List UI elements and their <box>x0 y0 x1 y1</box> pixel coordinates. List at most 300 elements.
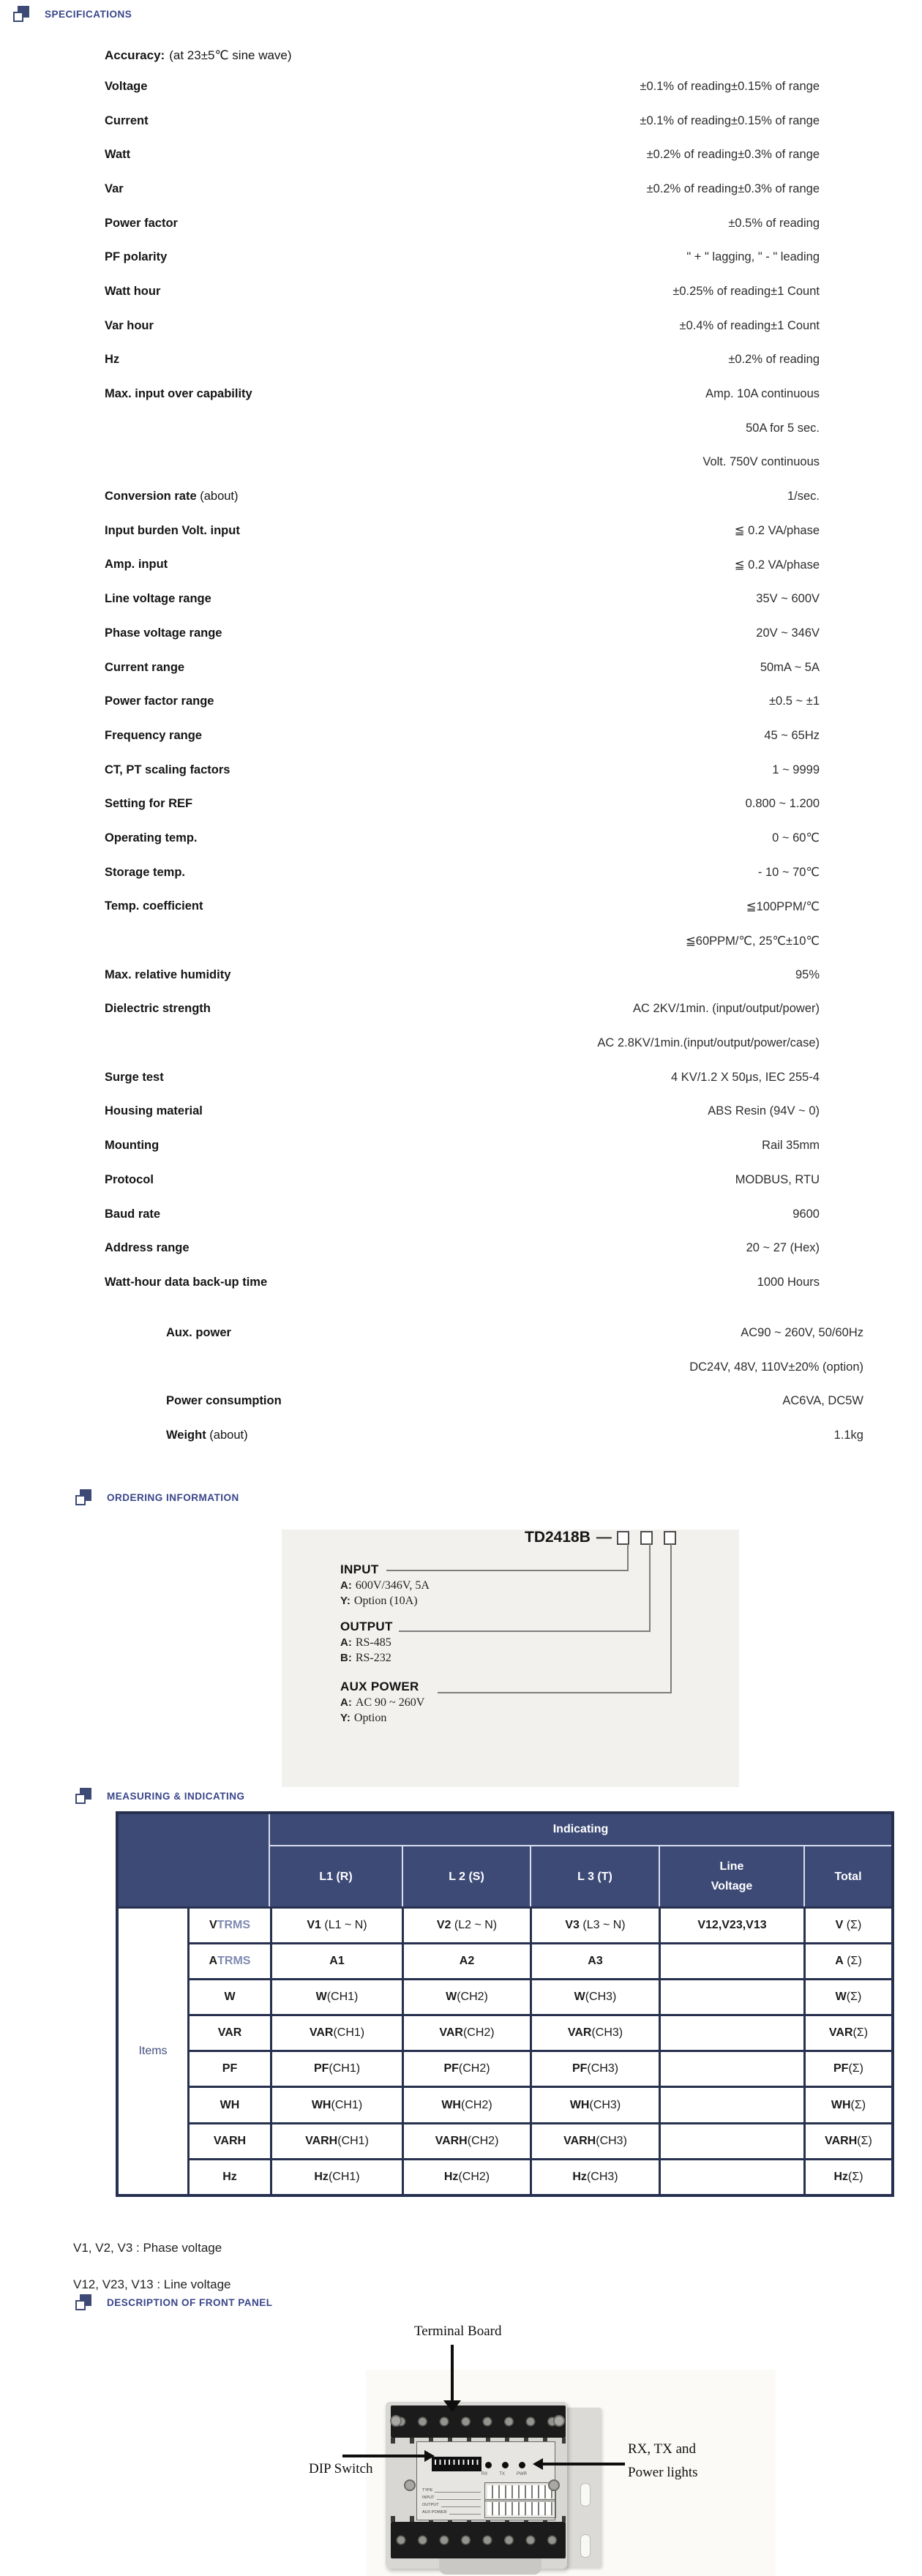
section-header-ordering <box>75 1489 239 1506</box>
spec-value: MODBUS, RTU <box>735 1172 820 1186</box>
rx-tx-label-line2: Power lights <box>628 2465 698 2480</box>
l3-cell: PF (CH3) <box>530 2052 659 2086</box>
line-voltage-cell <box>659 1980 803 2014</box>
spec-label-text: Var <box>105 181 124 195</box>
nameplate-row: TYPE <box>422 2485 481 2493</box>
spec-value: - 10 ~ 70℃ <box>757 866 820 880</box>
l2-cell: WH (CH2) <box>402 2088 530 2122</box>
spec-label <box>105 1173 157 1187</box>
spec-label-text: Dielectric strength <box>105 1002 211 1016</box>
spec-row <box>105 514 820 548</box>
table-row <box>187 1978 891 2014</box>
spec-label-text: Weight <box>166 1428 206 1442</box>
row-label-cell: WH <box>187 2088 270 2122</box>
spec-row <box>105 479 820 514</box>
spec-value: 50A for 5 sec. <box>746 421 820 435</box>
l2-cell: V2 (L2 ~ N) <box>402 1909 530 1942</box>
l2-cell: Hz (CH2) <box>402 2160 530 2194</box>
spec-label-text: Hz <box>105 353 120 367</box>
spec-label <box>105 353 123 367</box>
section-header-measuring <box>75 1787 245 1805</box>
spec-row <box>105 992 820 1027</box>
line-voltage-cell <box>659 2016 803 2050</box>
spec-value: 9600 <box>792 1207 820 1221</box>
spec-label-text: Conversion rate <box>105 490 197 503</box>
spec-row <box>105 343 820 378</box>
spec-label <box>105 80 151 94</box>
spec-value: AC 2.8KV/1min.(input/output/power/case) <box>597 1036 820 1050</box>
spec-value: 1 ~ 9999 <box>772 763 820 776</box>
led-label: RX <box>481 2472 488 2476</box>
spec-label <box>105 797 196 811</box>
spec-value: 1000 Hours <box>757 1275 820 1289</box>
spec-row <box>105 240 820 274</box>
spec-label <box>105 455 108 469</box>
terminal-arrow <box>451 2345 454 2400</box>
led-label: PWR <box>516 2472 527 2476</box>
l2-cell: A2 <box>402 1944 530 1978</box>
l1-cell: V1 (L1 ~ N) <box>270 1909 402 1942</box>
l3-cell: VARH (CH3) <box>530 2124 659 2158</box>
spec-label-text: Frequency range <box>105 728 202 742</box>
row-label-cell: VAR <box>187 2016 270 2050</box>
spec-value: AC 2KV/1min. (input/output/power) <box>633 1002 820 1016</box>
screw <box>553 2415 565 2427</box>
screw <box>548 2479 560 2491</box>
spec-row <box>105 70 820 104</box>
l2-cell: PF (CH2) <box>402 2052 530 2086</box>
spec-value: ≦100PPM/℃ <box>746 899 820 913</box>
ordering-option <box>340 1696 574 1710</box>
accuracy-label: Accuracy: <box>105 48 165 62</box>
option-value: RS-232 <box>355 1652 391 1664</box>
column-header-cell: Line Voltage <box>659 1846 803 1906</box>
ordering-group <box>340 1680 574 1725</box>
spec-row <box>166 1384 863 1418</box>
spec-value: " + " lagging, " - " leading <box>686 250 820 264</box>
spec-row <box>105 890 820 924</box>
spec-row <box>105 924 820 958</box>
spec-label-text: Protocol <box>105 1172 154 1186</box>
pages-icon <box>13 6 29 22</box>
spec-label-text: Baud rate <box>105 1207 161 1221</box>
spec-label-text: Watt-hour data back-up time <box>105 1275 268 1289</box>
spec-row <box>105 206 820 241</box>
ordering-group-title: AUX POWER <box>340 1680 419 1693</box>
spec-label-text: Voltage <box>105 79 148 93</box>
line-voltage-cell <box>659 1944 803 1978</box>
spec-value: 50mA ~ 5A <box>760 660 820 674</box>
dip-arrow-head <box>424 2450 435 2462</box>
spec-value: 35V ~ 600V <box>756 592 820 606</box>
spec-label <box>166 1429 248 1442</box>
table-body <box>119 1906 891 2194</box>
keyhole-slot <box>580 2483 591 2506</box>
total-cell: Hz (Σ) <box>803 2160 891 2194</box>
spec-row <box>105 309 820 343</box>
spec-value: Rail 35mm <box>762 1139 820 1153</box>
column-header-row <box>270 1846 891 1906</box>
spec-label <box>105 694 217 708</box>
connector-line <box>670 1544 672 1693</box>
option-key: Y: <box>340 1712 351 1724</box>
spec-value: 0.800 ~ 1.200 <box>745 797 820 811</box>
section-title: MEASURING & INDICATING <box>107 1790 245 1802</box>
spec-label-text: Storage temp. <box>105 865 186 879</box>
spec-label <box>166 1360 170 1374</box>
spec-label <box>105 934 108 948</box>
option-key: Y: <box>340 1595 351 1607</box>
connector-line <box>649 1544 651 1632</box>
spec-label <box>105 422 108 435</box>
section-title: ORDERING INFORMATION <box>107 1491 239 1503</box>
spec-row <box>105 172 820 206</box>
table-row <box>187 2050 891 2086</box>
keyhole-slot <box>580 2534 591 2558</box>
spec-value: ABS Resin (94V ~ 0) <box>708 1104 820 1118</box>
l1-cell: VAR (CH1) <box>270 2016 402 2050</box>
spec-label <box>105 387 255 401</box>
spec-label <box>105 626 225 640</box>
table-row <box>187 1942 891 1978</box>
spec-label <box>105 1104 206 1118</box>
spec-label-text: Watt hour <box>105 284 161 298</box>
table-row <box>187 1906 891 1942</box>
terminal-board-label: Terminal Board <box>414 2324 502 2339</box>
spec-row <box>105 684 820 719</box>
spec-row <box>105 855 820 890</box>
dip-arrow <box>342 2455 424 2457</box>
accuracy-note: (at 23±5℃ sine wave) <box>169 48 292 62</box>
total-cell: PF (Σ) <box>803 2052 891 2086</box>
spec-label <box>105 1036 108 1050</box>
column-header-cell: L 2 (S) <box>402 1846 530 1906</box>
dip-switch-block <box>432 2457 481 2471</box>
column-header-cell: L 3 (T) <box>530 1846 659 1906</box>
led-label: TX <box>499 2472 505 2476</box>
measuring-table <box>116 1811 894 2197</box>
l3-cell: A3 <box>530 1944 659 1978</box>
product-code <box>525 1529 676 1546</box>
rx-arrow <box>543 2463 625 2465</box>
table-row <box>187 2014 891 2050</box>
section-title: SPECIFICATIONS <box>45 8 132 20</box>
spec-label <box>105 250 170 264</box>
spec-label-text: Input burden Volt. input <box>105 523 240 537</box>
spec-list <box>105 70 820 1300</box>
spec-row <box>105 274 820 309</box>
column-header-cell: L1 (R) <box>319 1870 353 1883</box>
spec-label <box>105 729 206 743</box>
tx-led <box>502 2462 509 2468</box>
spec-row <box>105 1265 820 1300</box>
spec-row <box>105 616 820 651</box>
spec-value: ±0.25% of reading±1 Count <box>672 284 820 298</box>
rx-arrow-head <box>533 2458 543 2470</box>
l2-cell: VARH (CH2) <box>402 2124 530 2158</box>
section-header-specifications <box>13 5 132 23</box>
spec-label-text: Line voltage range <box>105 592 211 606</box>
spec-label-text: Housing material <box>105 1104 203 1118</box>
table-row <box>187 2158 891 2194</box>
option-value: Option (10A) <box>353 1595 418 1607</box>
spec-row <box>166 1316 863 1350</box>
terminal-strip-bottom <box>391 2522 566 2558</box>
spec-value: ±0.4% of reading±1 Count <box>679 318 820 332</box>
pages-icon <box>75 1489 91 1505</box>
ordering-option <box>340 1579 574 1592</box>
section-title: DESCRIPTION OF FRONT PANEL <box>107 2296 273 2308</box>
spec-label <box>105 217 181 231</box>
spec-label-note: (about) <box>209 1428 248 1442</box>
spec-value: 95% <box>795 967 820 981</box>
spec-value: ±0.2% of reading±0.3% of range <box>646 181 820 195</box>
spec-row <box>105 1197 820 1232</box>
indicating-header-cell: Indicating <box>270 1814 891 1846</box>
l1-cell: WH (CH1) <box>270 2088 402 2122</box>
spec-row <box>105 138 820 172</box>
spec-row <box>105 1128 820 1163</box>
spec-row <box>105 1095 820 1129</box>
l3-cell: WH (CH3) <box>530 2088 659 2122</box>
spec-label-text: Operating temp. <box>105 831 198 845</box>
spec-label <box>105 285 164 299</box>
row-label-cell: A TRMS <box>187 1944 270 1978</box>
spec-label-text: Power consumption <box>166 1394 282 1408</box>
spec-label <box>105 1002 214 1016</box>
spec-value: 0 ~ 60℃ <box>772 831 820 845</box>
spec-label <box>105 182 127 196</box>
spec-value: 1.1kg <box>833 1428 863 1442</box>
spec-aux-list <box>166 1316 863 1453</box>
spec-row <box>166 1418 863 1453</box>
spec-label-text: PF polarity <box>105 250 168 264</box>
spec-label <box>105 831 200 845</box>
spec-value: DC24V, 48V, 110V±20% (option) <box>689 1360 863 1374</box>
terminal-arrow-head <box>443 2400 461 2412</box>
spec-row <box>105 1060 820 1095</box>
spec-label <box>105 524 243 538</box>
spec-label-text: Max. input over capability <box>105 387 252 401</box>
power-led <box>519 2462 525 2468</box>
l1-cell: PF (CH1) <box>270 2052 402 2086</box>
screw <box>404 2479 416 2491</box>
rx-led <box>485 2462 492 2468</box>
front-panel-photo <box>366 2370 776 2576</box>
total-cell: A (Σ) <box>803 1944 891 1978</box>
spec-label-text: Current range <box>105 660 185 674</box>
code-option-boxes <box>617 1531 676 1545</box>
spec-label <box>105 558 171 572</box>
spec-label-text: Phase voltage range <box>105 626 222 640</box>
ordering-group <box>340 1562 574 1608</box>
table-corner-cell <box>119 1814 269 1906</box>
led-labels <box>481 2472 527 2476</box>
spec-label-text: Power factor <box>105 216 178 230</box>
option-key: A: <box>340 1636 352 1649</box>
note-line: V1, V2, V3 : Phase voltage <box>73 2241 222 2255</box>
row-label-cell: W <box>187 1980 270 2014</box>
ordering-option <box>340 1712 574 1725</box>
spec-label <box>105 1071 167 1085</box>
spec-label <box>105 490 239 503</box>
spec-label-note: (about) <box>200 490 239 503</box>
spec-label-text: Amp. input <box>105 558 168 572</box>
spec-value: ±0.2% of reading±0.3% of range <box>646 148 820 162</box>
spec-label-text: Max. relative humidity <box>105 967 231 981</box>
spec-label-text: Current <box>105 113 149 127</box>
accuracy-line <box>105 38 292 72</box>
spec-label-text: Var hour <box>105 318 154 332</box>
spec-row <box>105 719 820 753</box>
table-rows <box>187 1906 891 2194</box>
nameplate-row: AUX POWER <box>422 2507 481 2515</box>
spec-row <box>105 104 820 138</box>
spec-label-text: Setting for REF <box>105 797 193 811</box>
total-cell: VARH (Σ) <box>803 2124 891 2158</box>
code-box-auxpower <box>664 1531 676 1545</box>
column-header-cell: Total <box>803 1846 891 1906</box>
spec-value: ±0.2% of reading <box>728 353 820 367</box>
option-value: 600V/346V, 5A <box>355 1579 430 1592</box>
line-voltage-cell <box>659 2160 803 2194</box>
section-header-front-panel <box>75 2294 273 2311</box>
nameplate-row: INPUT <box>422 2493 481 2500</box>
ordering-group-title: INPUT <box>340 1562 379 1576</box>
spec-value: ±0.1% of reading±0.15% of range <box>640 79 820 93</box>
l1-cell: A1 <box>270 1944 402 1978</box>
spec-row <box>105 1163 820 1197</box>
spec-label <box>105 592 214 606</box>
spec-value: 4 KV/1.2 X 50μs, IEC 255-4 <box>670 1070 820 1084</box>
spec-label-text: Mounting <box>105 1139 160 1153</box>
row-label-cell: PF <box>187 2052 270 2086</box>
spec-label-text: Temp. coefficient <box>105 899 203 913</box>
spec-row <box>105 548 820 583</box>
spec-row <box>105 821 820 855</box>
items-cell: Items <box>119 1906 187 2194</box>
code-dash: — <box>596 1529 612 1546</box>
spec-row <box>105 787 820 821</box>
spec-row <box>105 377 820 411</box>
total-cell: WH (Σ) <box>803 2088 891 2122</box>
total-cell: VAR (Σ) <box>803 2016 891 2050</box>
l1-cell: W (CH1) <box>270 1980 402 2014</box>
row-label-cell: VARH <box>187 2124 270 2158</box>
spec-row <box>105 958 820 992</box>
dip-switch-label: DIP Switch <box>309 2461 373 2476</box>
option-key: B: <box>340 1652 352 1664</box>
spec-label <box>166 1394 285 1408</box>
line-voltage-cell <box>659 2052 803 2086</box>
spec-label <box>105 866 189 880</box>
table-row <box>187 2122 891 2158</box>
spec-label <box>105 899 206 913</box>
nameplate-row: OUTPUT <box>422 2500 481 2507</box>
ordering-option <box>340 1652 574 1665</box>
ordering-group-title: OUTPUT <box>340 1620 393 1633</box>
spec-label-text: Watt <box>105 148 131 162</box>
spec-value: 45 ~ 65Hz <box>764 728 820 742</box>
spec-label <box>166 1326 235 1340</box>
spec-row <box>105 446 820 480</box>
spec-row <box>105 753 820 787</box>
l1-cell: Hz (CH1) <box>270 2160 402 2194</box>
row-label-cell: V TRMS <box>187 1909 270 1942</box>
nameplate <box>422 2485 481 2515</box>
l2-cell: W (CH2) <box>402 1980 530 2014</box>
spec-label-text: Surge test <box>105 1070 164 1084</box>
spec-row <box>166 1350 863 1385</box>
table-row <box>187 2086 891 2122</box>
spec-label <box>105 1139 162 1153</box>
spec-row <box>105 582 820 616</box>
spec-label <box>105 763 233 777</box>
spec-value: Amp. 10A continuous <box>705 387 820 401</box>
connector-line <box>627 1544 629 1571</box>
spec-value: AC6VA, DC5W <box>782 1394 863 1408</box>
row-label-cell: Hz <box>187 2160 270 2194</box>
spec-row <box>105 1026 820 1060</box>
spec-label-text: Address range <box>105 1241 190 1255</box>
pages-icon <box>75 2294 91 2310</box>
terminal-strip-top <box>391 2405 566 2438</box>
product-code-text: TD2418B <box>525 1529 591 1546</box>
spec-label <box>105 661 188 675</box>
code-box-output <box>640 1531 653 1545</box>
ordering-option <box>340 1636 574 1650</box>
total-cell: V (Σ) <box>803 1909 891 1942</box>
table-header <box>119 1814 891 1906</box>
spec-value: Volt. 750V continuous <box>702 455 820 469</box>
l1-cell: VARH (CH1) <box>270 2124 402 2158</box>
pages-icon <box>75 1788 91 1804</box>
line-voltage-cell <box>659 2124 803 2158</box>
l3-cell: VAR (CH3) <box>530 2016 659 2050</box>
option-key: A: <box>340 1696 352 1709</box>
option-key: A: <box>340 1579 352 1592</box>
spec-value: 20 ~ 27 (Hex) <box>746 1241 820 1255</box>
ordering-group <box>340 1620 574 1665</box>
spec-label <box>105 319 157 333</box>
screw <box>390 2415 402 2427</box>
option-value: AC 90 ~ 260V <box>355 1696 425 1709</box>
option-value: Option <box>353 1712 387 1724</box>
device-foot <box>439 2558 541 2575</box>
spec-value: 1/sec. <box>787 490 820 503</box>
spec-label-text: Aux. power <box>166 1325 231 1339</box>
spec-value: ±0.5 ~ ±1 <box>768 694 820 708</box>
spec-value: ±0.1% of reading±0.15% of range <box>640 113 820 127</box>
spec-label-text: CT, PT scaling factors <box>105 763 230 776</box>
spec-label <box>105 1241 192 1255</box>
spec-value: 20V ~ 346V <box>756 626 820 640</box>
spec-label <box>105 968 234 982</box>
line-voltage-cell <box>659 2088 803 2122</box>
l3-cell: Hz (CH3) <box>530 2160 659 2194</box>
spec-value: ±0.5% of reading <box>728 216 820 230</box>
spec-value: ≦ 0.2 VA/phase <box>734 524 820 538</box>
spec-value: AC90 ~ 260V, 50/60Hz <box>741 1325 863 1339</box>
spec-label <box>105 114 151 128</box>
rx-tx-label-line1: RX, TX and <box>628 2441 697 2457</box>
option-value: RS-485 <box>355 1636 391 1649</box>
l3-cell: W (CH3) <box>530 1980 659 2014</box>
dip-setting-chart <box>484 2499 556 2518</box>
spec-row <box>105 651 820 685</box>
total-cell: W (Σ) <box>803 1980 891 2014</box>
spec-row <box>105 1231 820 1265</box>
